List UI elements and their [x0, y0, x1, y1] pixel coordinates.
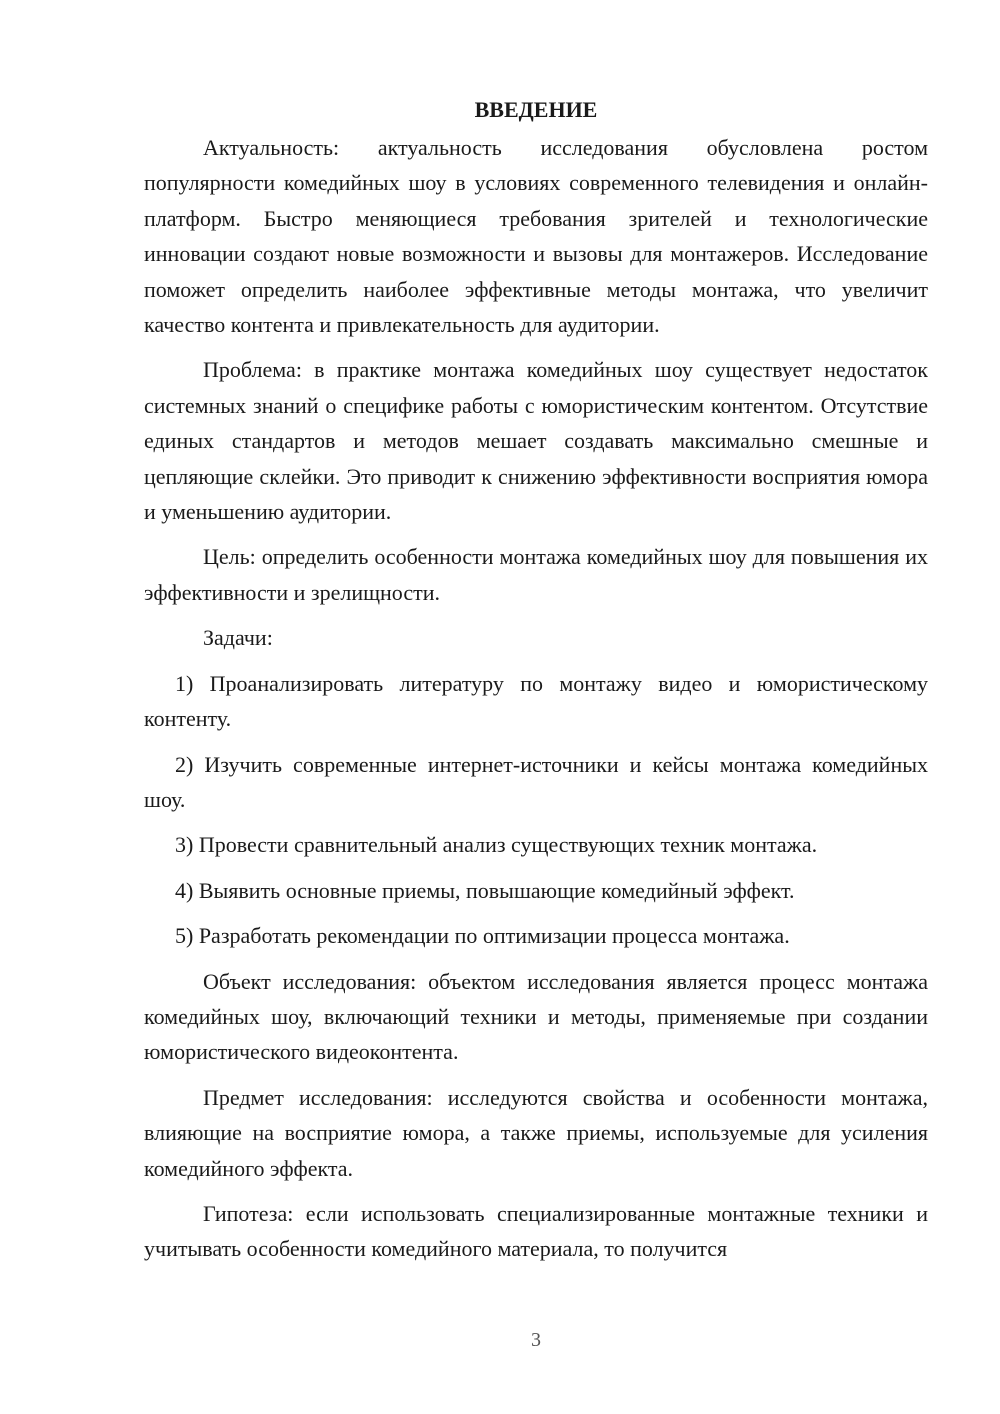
- page-number: 3: [531, 1329, 541, 1351]
- task-item-4: 4) Выявить основные приемы, повышающие комедийный эффект.: [175, 877, 795, 903]
- paragraph-subject: Предмет исследования: исследуются свойства и особенности монтажа, влияющие на восприятие юмора, а также приемы, используемые для усиления комедийного эффекта.: [144, 1084, 928, 1181]
- paragraph-problem: Проблема: в практике монтажа комедийных шоу существует недостаток системных знаний о специфике работы с юмористическим контентом. Отсутствие единых стандартов и методов мешает создавать максимально смешные и цепляющие склейки. Это приводит к снижению эффективности восприятия юмора и уменьшению аудитории.: [144, 357, 928, 525]
- task-item-1: 1) Проанализировать литературу по монтажу видео и юмористическому контенту.: [144, 670, 928, 732]
- paragraph-goal: Цель: определить особенности монтажа комедийных шоу для повышения их эффективности и зрелищности.: [144, 544, 928, 605]
- section-heading: ВВЕДЕНИЕ: [474, 97, 598, 122]
- task-item-5: 5) Разработать рекомендации по оптимизации процесса монтажа.: [175, 923, 790, 949]
- task-item-3: 3) Провести сравнительный анализ существующих техник монтажа.: [175, 832, 818, 858]
- document-page: [144, 92, 928, 1277]
- task-item-2: 2) Изучить современные интернет-источники и кейсы монтажа комедийных шоу.: [144, 751, 928, 812]
- paragraph-hypothesis: Гипотеза: если использовать специализированные монтажные техники и учитывать особенности комедийного материала, то получится: [144, 1200, 928, 1262]
- paragraph-tasks-label: Задачи:: [203, 625, 273, 651]
- paragraph-object: Объект исследования: объектом исследования является процесс монтажа комедийных шоу, включающий техники и методы, применяемые при создании юмористического видеоконтента.: [144, 968, 928, 1065]
- paragraph-relevance: Актуальность: актуальность исследования обусловлена ростом популярности комедийных шоу в условиях современного телевидения и онлайн-платформ. Быстро меняющиеся требования зрителей и технологические инновации создают новые возможности и вызовы для монтажеров. Исследование поможет определить наиболее эффективные методы монтажа, что увеличит качество контента и привлекательность для аудитории.: [144, 135, 928, 338]
